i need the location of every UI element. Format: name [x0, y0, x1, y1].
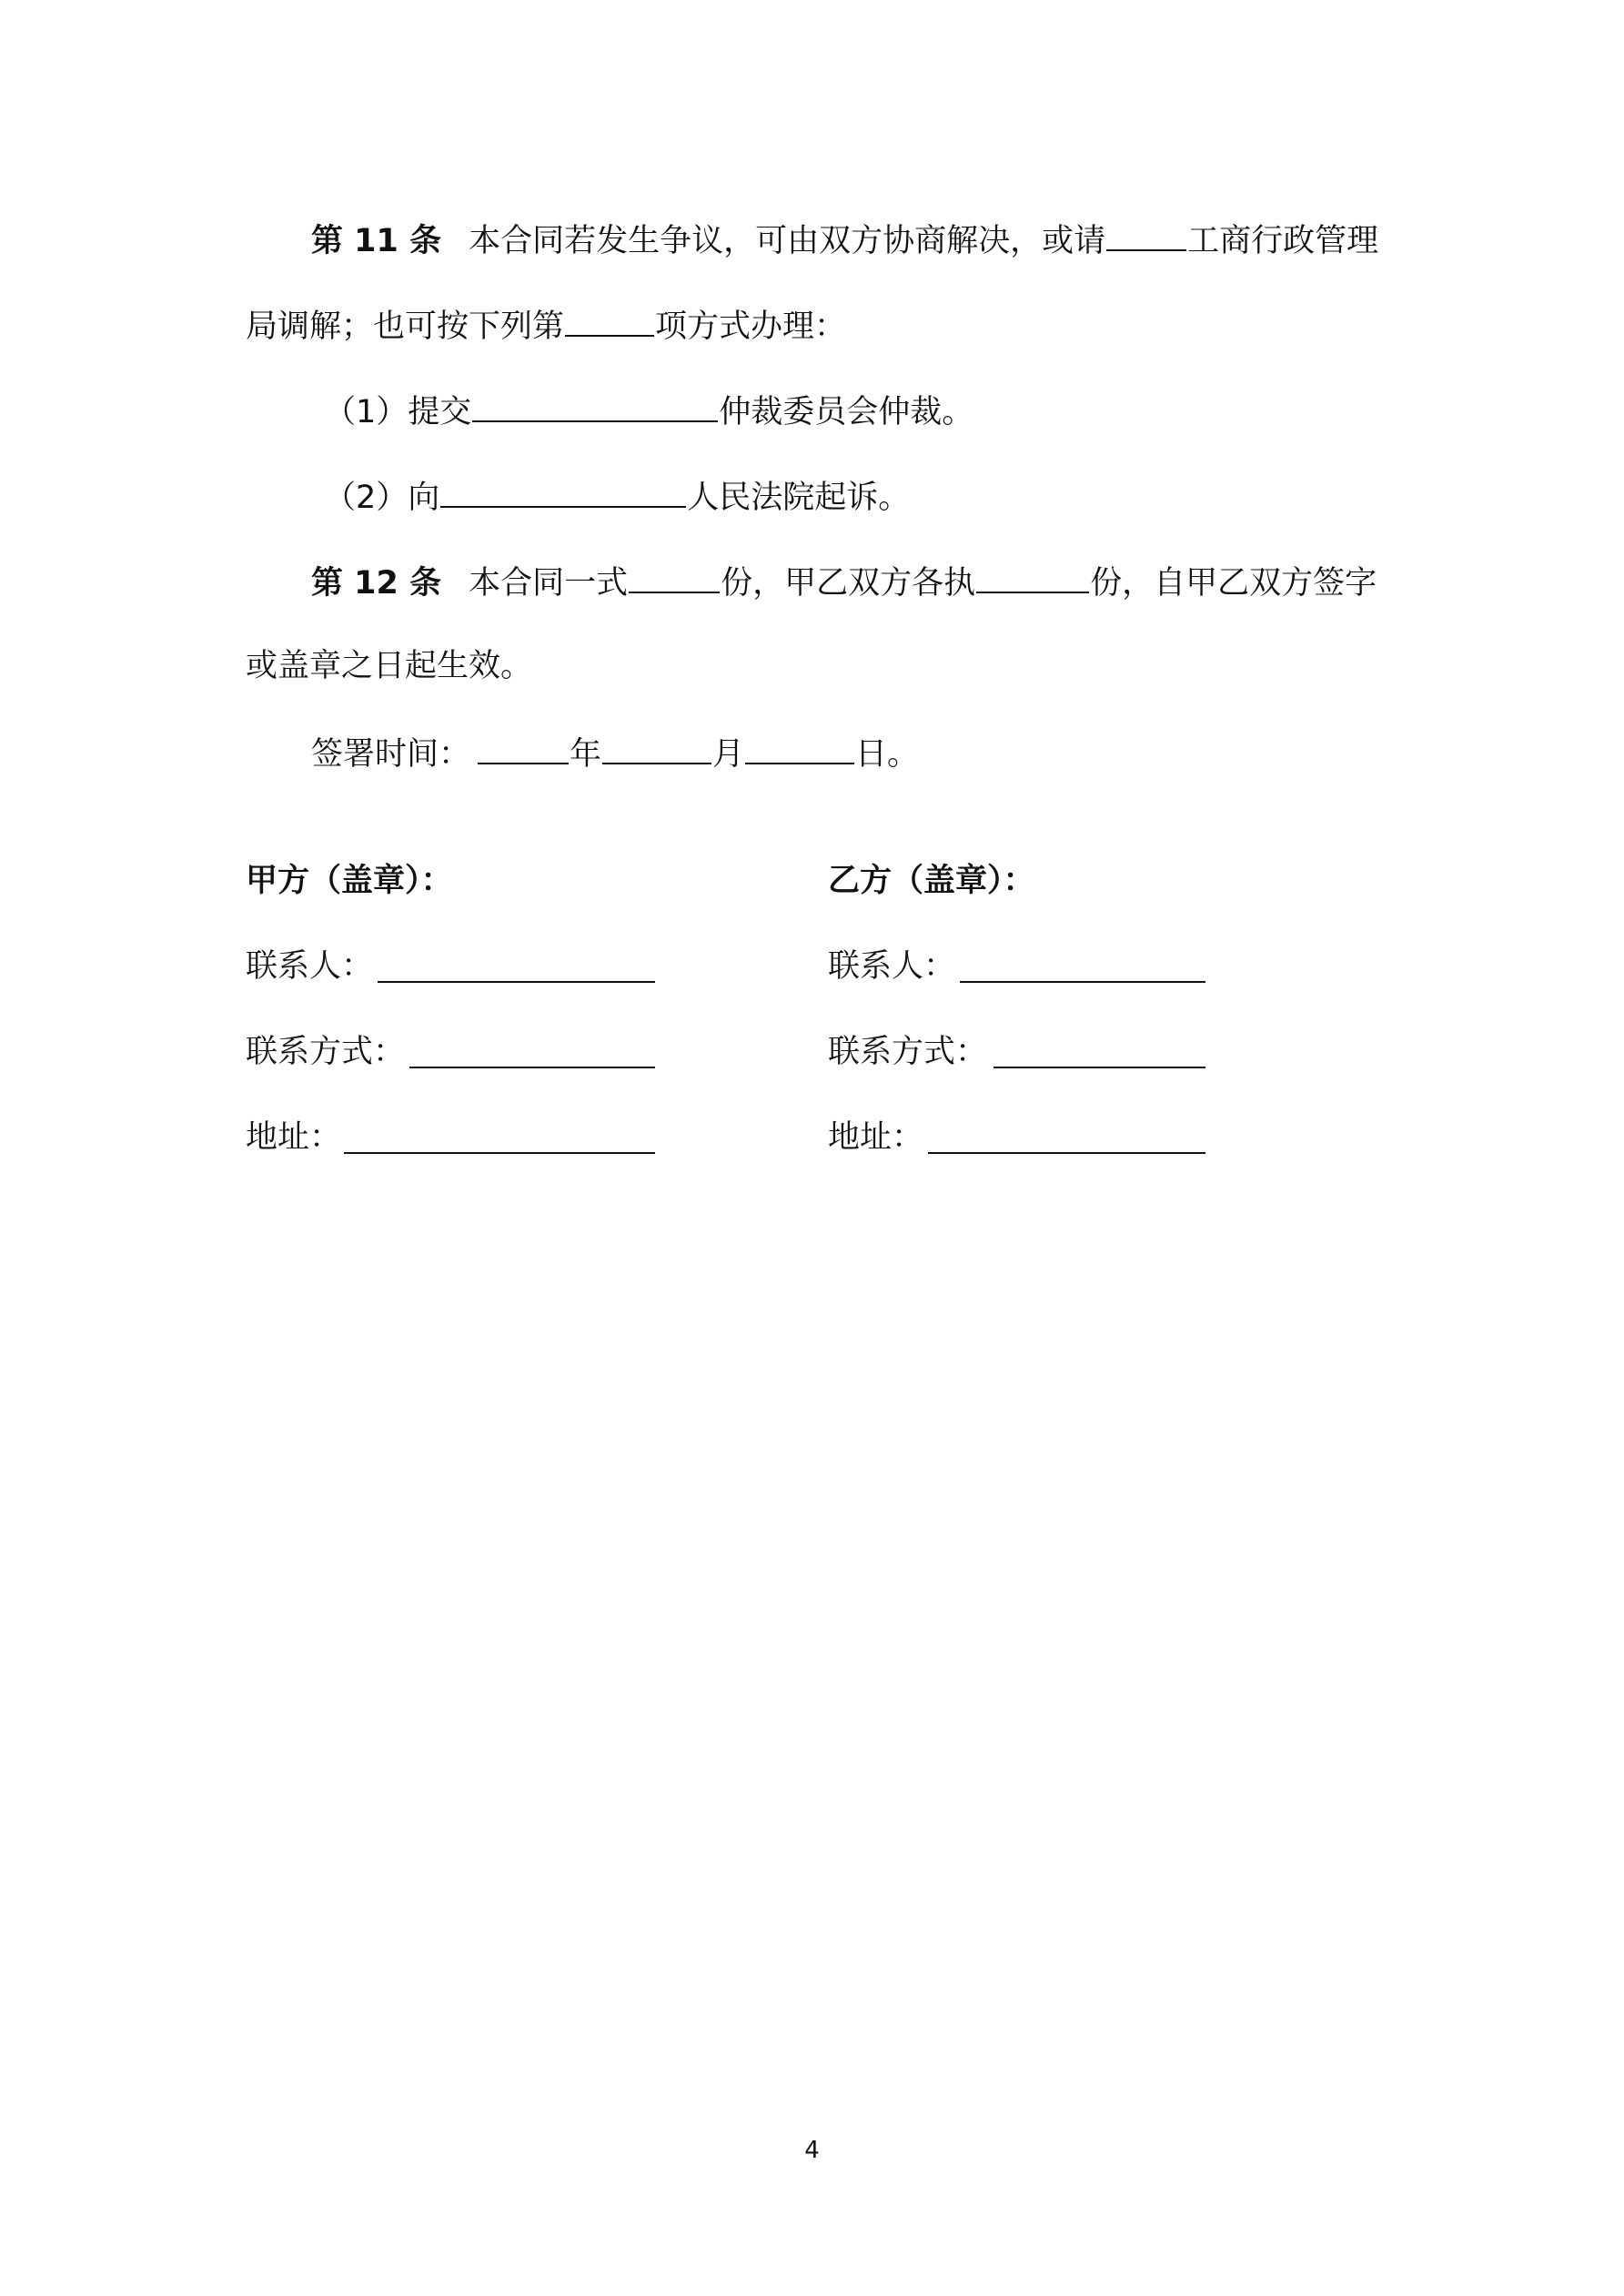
blank-arbitration-committee[interactable]	[472, 389, 718, 422]
article-12-text-1b: 份，甲乙双方各执	[721, 565, 976, 602]
day-label: 日。	[855, 736, 920, 773]
article-12-text-1c: 份，自甲乙双方签字	[1090, 565, 1377, 602]
article-11-item-1	[324, 389, 973, 430]
article-11-text-2a: 局调解；也可按下列第	[246, 308, 565, 345]
year-label: 年	[570, 736, 602, 773]
party-a-address-label: 地址：	[246, 1119, 342, 1156]
blank-month[interactable]	[602, 732, 711, 764]
signing-date-label: 签署时间：	[311, 736, 471, 773]
blank-copies-total[interactable]	[629, 561, 720, 593]
blank-court[interactable]	[440, 475, 686, 508]
article-12-text-2: 或盖章之日起生效。	[246, 648, 533, 684]
party-a-title: 甲方（盖章）：	[246, 863, 453, 899]
article-12-line-2	[246, 646, 532, 686]
party-a-phone-field[interactable]	[409, 1067, 655, 1068]
item-1-prefix: （1）提交	[324, 394, 472, 430]
page-number: 4	[804, 2137, 820, 2164]
blank-day[interactable]	[745, 732, 854, 764]
article-11-text-2b: 项方式办理：	[655, 308, 847, 345]
month-label: 月	[712, 736, 745, 773]
item-2-prefix: （2）向	[324, 480, 440, 516]
party-b-phone-field[interactable]	[994, 1067, 1205, 1068]
article-11-item-2	[324, 475, 910, 515]
signing-date-line	[311, 732, 919, 772]
blank-mediator[interactable]	[1106, 218, 1186, 251]
party-b-phone-label: 联系方式：	[828, 1034, 988, 1070]
party-b-contact-field[interactable]	[960, 981, 1205, 983]
article-11-text-1a: 本合同若发生争议，可由双方协商解决，或请	[469, 223, 1106, 259]
party-b-contact-label: 联系人：	[828, 948, 956, 985]
party-b-address-label: 地址：	[828, 1119, 924, 1156]
party-a-contact-field[interactable]	[378, 981, 655, 983]
party-a-phone-label: 联系方式：	[246, 1034, 406, 1070]
article-11-text-1b: 工商行政管理	[1187, 223, 1379, 259]
article-11-line-1	[311, 218, 1378, 258]
party-b-title: 乙方（盖章）：	[828, 863, 1035, 899]
party-a-address-field[interactable]	[344, 1152, 655, 1154]
item-1-suffix: 仲裁委员会仲裁。	[719, 394, 974, 430]
item-2-suffix: 人民法院起诉。	[687, 480, 911, 516]
article-12-line-1	[311, 561, 1377, 601]
blank-copies-each[interactable]	[976, 561, 1089, 593]
article-12-label: 第 12 条	[311, 565, 442, 602]
article-11-line-2	[246, 304, 846, 344]
blank-year[interactable]	[478, 732, 569, 764]
article-12-text-1a: 本合同一式	[469, 565, 629, 602]
party-a-contact-label: 联系人：	[246, 948, 374, 985]
article-11-label: 第 11 条	[311, 223, 442, 259]
blank-option-number[interactable]	[565, 304, 654, 337]
party-b-address-field[interactable]	[928, 1152, 1205, 1154]
